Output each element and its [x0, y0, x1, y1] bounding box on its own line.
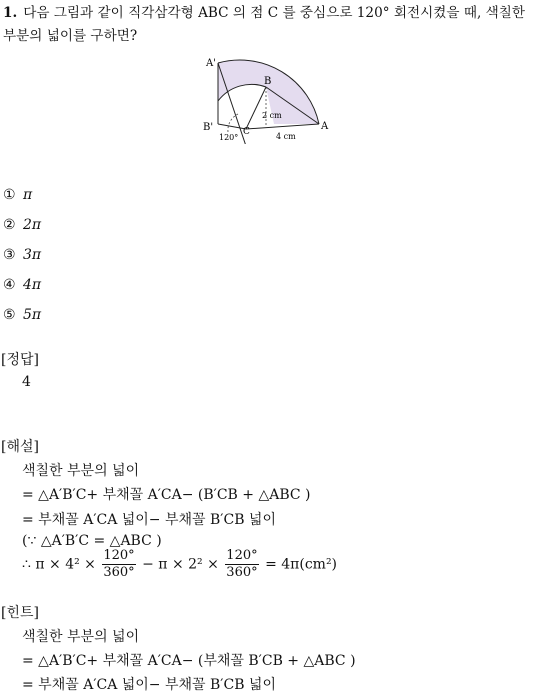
calc-prefix: ∴ π × 4² × — [22, 556, 96, 573]
segment-b-prime-c — [218, 124, 246, 129]
segment-c-b — [246, 87, 266, 129]
calc-result: = 4π(cm²) — [265, 556, 338, 573]
fraction-1 — [102, 548, 135, 581]
calc-middle: − π × 2² × — [142, 556, 219, 573]
choice-5[interactable] — [3, 307, 41, 323]
choice-value: 4π — [23, 277, 42, 293]
choice-1[interactable] — [3, 187, 32, 203]
choice-value: 2π — [23, 217, 42, 233]
label-b: B — [264, 76, 272, 87]
question — [3, 2, 533, 48]
fraction-1-denominator: 360° — [103, 565, 135, 580]
explanation-line-4: (∵ △A′B′C = △ABC ) — [22, 533, 162, 549]
choice-marker: ④ — [3, 277, 16, 293]
segment-c-a — [246, 124, 319, 129]
choice-value: 5π — [23, 307, 42, 323]
label-a-prime: A' — [206, 58, 216, 69]
choice-marker: ① — [3, 187, 16, 203]
fraction-2-denominator: 360° — [226, 565, 258, 580]
question-number: 1. — [3, 5, 18, 21]
rotation-figure — [198, 52, 338, 144]
label-b-prime: B' — [203, 122, 214, 133]
label-c: C — [243, 127, 250, 137]
explanation-heading: [해설] — [1, 439, 39, 455]
label-angle: 120° — [219, 133, 239, 142]
answer-value: 4 — [22, 374, 31, 390]
choice-marker: ③ — [3, 247, 16, 263]
question-text: 다음 그림과 같이 직각삼각형 ABC 의 점 C 를 중심으로 120° 회전시켰을 때, 색칠한 부분의 넓이를 구하면? — [3, 5, 525, 44]
hint-line-2: = △A′B′C+ 부채꼴 A′CA− (부채꼴 B′CB + △ABC ) — [22, 653, 356, 669]
explanation-calc — [22, 548, 337, 581]
label-a: A — [321, 121, 329, 132]
hint-line-3: = 부채꼴 A′CA 넓이− 부채꼴 B′CB 넓이 — [22, 677, 276, 693]
choice-2[interactable] — [3, 217, 41, 233]
choice-marker: ② — [3, 217, 16, 233]
explanation-line-1: 색칠한 부분의 넓이 — [22, 463, 140, 479]
choice-marker: ⑤ — [3, 307, 16, 323]
choice-4[interactable] — [3, 277, 41, 293]
hint-heading: [힌트] — [1, 605, 39, 621]
explanation-line-2: = △A′B′C+ 부채꼴 A′CA− (B′CB + △ABC ) — [22, 487, 311, 503]
choice-value: π — [23, 187, 33, 203]
hint-line-1: 색칠한 부분의 넓이 — [22, 629, 140, 645]
label-length-ca: 4 cm — [276, 132, 296, 141]
choice-3[interactable] — [3, 247, 41, 263]
label-length-bc: 2 cm — [262, 111, 282, 120]
explanation-line-3: = 부채꼴 A′CA 넓이− 부채꼴 B′CB 넓이 — [22, 512, 276, 528]
answer-heading: [정답] — [1, 352, 39, 368]
fraction-1-numerator: 120° — [103, 548, 135, 563]
fraction-2-numerator: 120° — [226, 548, 258, 563]
choice-value: 3π — [23, 247, 42, 263]
fraction-2 — [225, 548, 258, 581]
